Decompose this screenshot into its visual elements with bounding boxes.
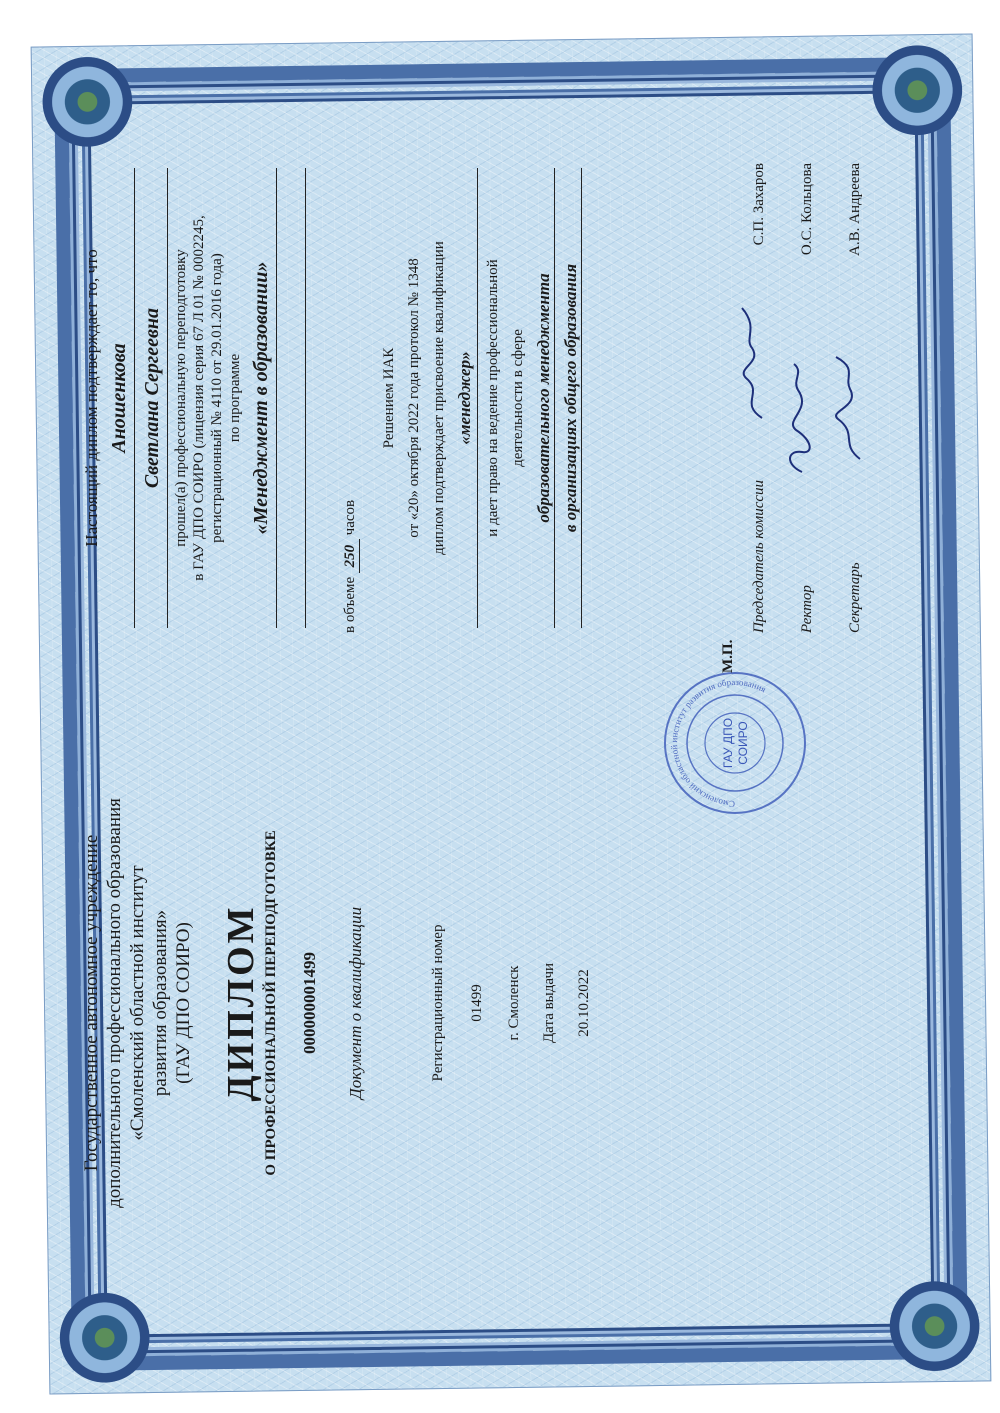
sphere-line-2: в организациях общего образования [561,168,582,628]
issue-date: 20.10.2022 [576,969,592,1037]
activity-text: деятельности в сфере [510,329,526,467]
holder-name: Светлана Сергеевна [141,168,168,628]
qualification-name: «менеджер» [455,168,478,628]
issue-date-label: Дата выдачи [541,962,557,1044]
by-program-text: по программе [227,353,243,443]
hours-prefix: в объеме [342,576,358,633]
diploma-left-half [80,783,920,1223]
hours-suffix: часов [342,499,358,536]
secretary-title: Секретарь [847,562,863,633]
document-type: Документ о квалификации [346,906,365,1100]
blank-line [291,168,306,628]
rector-name: О.С. Кольцова [799,163,815,256]
diploma-right-half [80,163,920,633]
institution-line-2: дополнительного профессионального образования [104,798,125,1208]
issue-city: г. Смоленск [506,965,522,1041]
institution-line-3: «Смоленский областной институт [127,865,148,1141]
license-text: регистрационный № 4110 от 29.01.2016 года) [209,253,225,543]
diploma-content [40,40,960,1373]
registration-number: 01499 [469,984,485,1022]
official-stamp [660,668,810,818]
holder-surname: Аношенкова [108,168,135,628]
diploma-number: 000000001499 [300,952,319,1054]
chair-title: Председатель комиссии [751,479,767,633]
hours-value: 250 [342,539,360,573]
diploma-subtitle: О ПРОФЕССИОНАЛЬНОЙ ПЕРЕПОДГОТОВКЕ [263,830,279,1176]
confirmation-intro: Настоящий диплом подтверждает то, что [82,249,101,547]
right-text: и дает право на ведение профессиональной [485,259,501,537]
diploma-title: ДИПЛОМ [220,904,262,1102]
rector-title: Ректор [799,585,815,633]
mp-mark: М.П. [720,639,736,673]
registration-label: Регистрационный номер [430,924,446,1082]
institution-line-5: (ГАУ ДПО СОИРО) [173,922,194,1084]
organization-text: в ГАУ ДПО СОИРО (лицензия серия 67 Л 01 № 0002245, [191,215,207,581]
institution-line-1: Государственное автономное учреждение [81,834,102,1172]
sphere-line-1: образовательного менеджмента [534,168,555,628]
secretary-name: А.В. Андреева [847,163,863,256]
stamp-center-line-2: СОИРО [736,721,750,765]
institution-line-4: развития образования» [150,909,171,1097]
hours-row [342,163,360,633]
qualification-confirms: диплом подтверждает присвоение квалификации [431,241,447,555]
stamp-center-line-1: ГАУ ДПО [721,717,735,769]
stamp-ring-text: Смоленский областной институт развития образования [668,676,768,810]
decision-text: Решением ИАК [381,347,397,449]
passed-text: прошел(а) профессиональную переподготовку [173,249,189,547]
decision-date: от «20» октября 2022 года протокол № 1348 [406,258,422,538]
program-name: «Менеджмент в образовании» [250,168,277,628]
chair-name: С.П. Захаров [751,163,767,246]
